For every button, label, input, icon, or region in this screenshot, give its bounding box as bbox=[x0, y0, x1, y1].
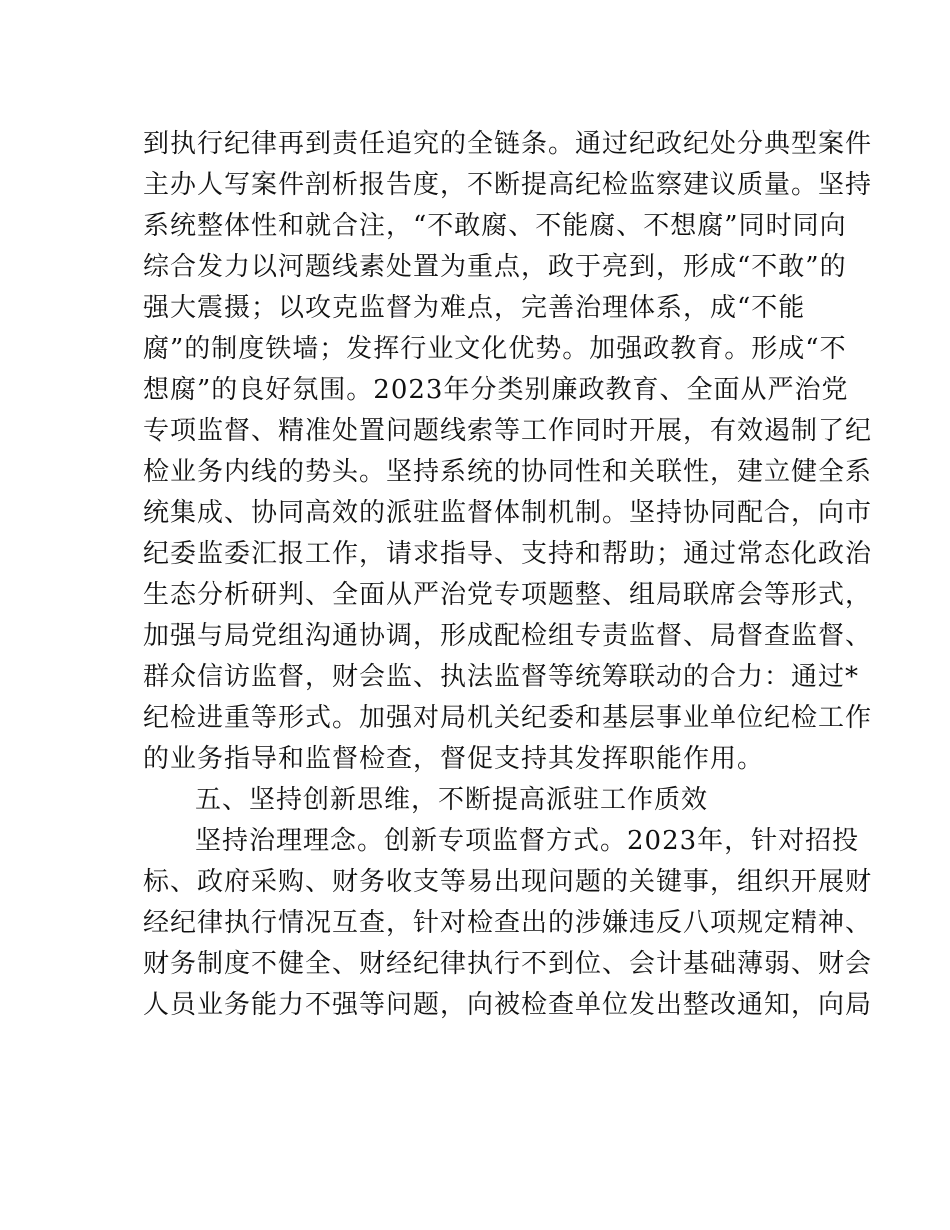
text-line: 加强与局党组沟通协调，形成配检组专责监督、局督查监督、 bbox=[143, 621, 873, 651]
text-line: 纪委监委汇报工作，请求指导、支持和帮助；通过常态化政治 bbox=[143, 539, 873, 569]
text-line: 财务制度不健全、财经纪律执行不到位、会计基础薄弱、财会 bbox=[143, 949, 873, 979]
text-line: 强大震摄；以攻克监督为难点，完善治理体系，成“不能 bbox=[143, 293, 806, 323]
text-line: 想腐”的良好氛围。2023年分类别廉政教育、全面从严治党 bbox=[143, 375, 849, 405]
text-line: 生态分析研判、全面从严治党专项题整、组局联席会等形式， bbox=[143, 580, 873, 610]
text-line: 标、政府采购、财务收支等易出现问题的关键事，组织开展财 bbox=[143, 867, 873, 897]
text-line: 主办人写案件剖析报告度，不断提高纪检监察建议质量。坚持 bbox=[143, 170, 873, 200]
text-line: 经纪律执行情况互查，针对检查出的涉嫌违反八项规定精神、 bbox=[143, 908, 873, 938]
text-line: 系统整体性和就合注，“不敢腐、不能腐、不想腐”同时同向 bbox=[143, 211, 847, 241]
text-line: 综合发力以河题线素处置为重点，政于亮到，形成“不敢”的 bbox=[143, 252, 847, 282]
text-line: 专项监督、精准处置问题线索等工作同时开展，有效遏制了纪 bbox=[143, 416, 873, 446]
text-line: 腐”的制度铁墙；发挥行业文化优势。加强政教育。形成“不 bbox=[143, 334, 847, 364]
text-line: 纪检进重等形式。加强对局机关纪委和基层事业单位纪检工作 bbox=[143, 703, 873, 733]
text-line: 坚持治理理念。创新专项监督方式。2023年，针对招投 bbox=[195, 826, 860, 856]
text-line: 人员业务能力不强等问题，向被检查单位发出整改通知，向局 bbox=[143, 990, 873, 1020]
text-line: 统集成、协同高效的派驻监督体制机制。坚持协同配合，向市 bbox=[143, 498, 873, 528]
text-line: 群众信访监督，财会监、执法监督等统筹联动的合力：通过* bbox=[143, 662, 860, 692]
section-heading: 五、坚持创新思维，不断提高派驻工作质效 bbox=[195, 785, 709, 815]
text-line: 的业务指导和监督检查，督促支持其发挥职能作用。 bbox=[143, 744, 765, 774]
text-line: 到执行纪律再到责任追究的全链条。通过纪政纪处分典型案件 bbox=[143, 129, 873, 159]
text-line: 检业务内线的势头。坚持系统的协同性和关联性，建立健全系 bbox=[143, 457, 873, 487]
document-body bbox=[143, 124, 873, 1026]
